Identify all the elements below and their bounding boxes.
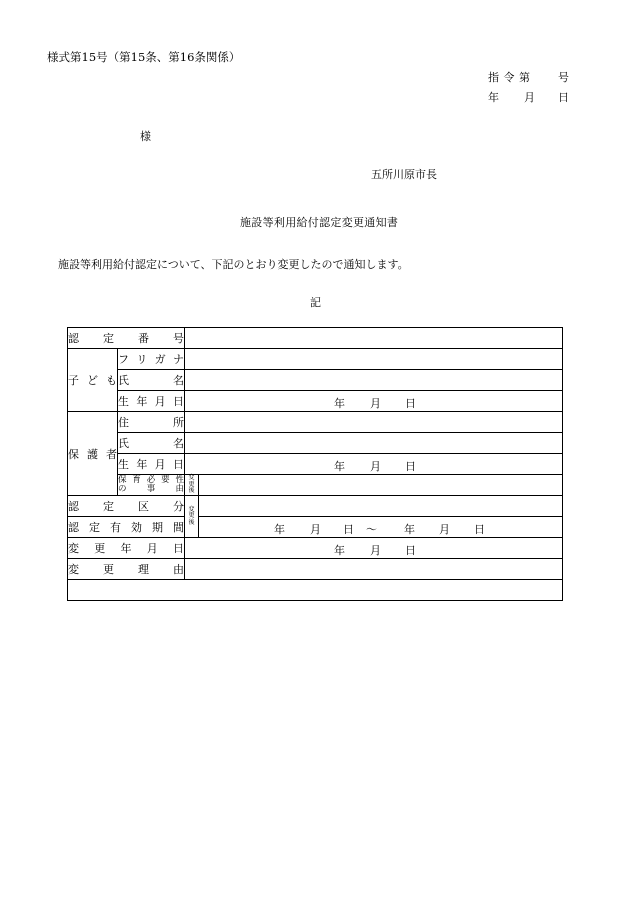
guardian-address-label-cell bbox=[118, 412, 185, 433]
row-child-birthdate bbox=[68, 391, 563, 412]
validity-end-month: 月 bbox=[439, 523, 450, 536]
guardian-birthdate-value[interactable] bbox=[185, 454, 563, 475]
validity-start-month: 月 bbox=[310, 523, 321, 536]
row-cert-number bbox=[68, 328, 563, 349]
guardian-birth-month: 月 bbox=[370, 460, 381, 473]
child-birth-month: 月 bbox=[370, 397, 381, 410]
validity-period-value[interactable] bbox=[199, 517, 563, 538]
cert-number-label-cell bbox=[68, 328, 185, 349]
guardian-category-label: 保 護 者 bbox=[68, 447, 117, 461]
guardian-birth-day: 日 bbox=[405, 460, 416, 473]
category-period-after-change-label: 変更後 bbox=[188, 505, 195, 526]
validity-tilde: ～ bbox=[366, 523, 377, 536]
row-child-furigana bbox=[68, 349, 563, 370]
child-name-label-cell bbox=[118, 370, 185, 391]
validity-period-label: 認 定 有 効 期 間 bbox=[68, 521, 184, 534]
form-reference: 様式第15号（第15条、第16条関係） bbox=[47, 50, 241, 64]
need-reason-label-line1: 保 育 必 要 性 bbox=[118, 475, 184, 485]
validity-start-day: 日 bbox=[343, 523, 354, 536]
issue-date-year: 年 bbox=[488, 91, 499, 104]
guardian-birthdate-label: 生 年 月 日 bbox=[118, 458, 184, 471]
certification-change-table bbox=[67, 327, 563, 601]
issuer-name: 五所川原市長 bbox=[371, 168, 437, 181]
need-reason-label-line2: の 事 由 bbox=[118, 484, 184, 494]
order-number-suffix: 号 bbox=[558, 71, 569, 84]
row-guardian-address bbox=[68, 412, 563, 433]
cert-category-value[interactable] bbox=[199, 496, 563, 517]
guardian-name-value[interactable] bbox=[185, 433, 563, 454]
row-change-date bbox=[68, 538, 563, 559]
category-period-after-change-cell bbox=[185, 496, 199, 538]
change-date-month: 月 bbox=[370, 544, 381, 557]
child-furigana-label-cell bbox=[118, 349, 185, 370]
row-change-reason bbox=[68, 559, 563, 580]
document-title: 施設等利用給付認定変更通知書 bbox=[240, 216, 399, 229]
row-child-name bbox=[68, 370, 563, 391]
body-text: 施設等利用給付認定について、下記のとおり変更したので通知します。 bbox=[58, 258, 409, 271]
guardian-category-cell bbox=[68, 412, 118, 496]
guardian-name-label: 氏 名 bbox=[118, 437, 184, 450]
row-guardian-name bbox=[68, 433, 563, 454]
child-category-cell bbox=[68, 349, 118, 412]
child-furigana-value[interactable] bbox=[185, 349, 563, 370]
addressee-suffix: 様 bbox=[140, 130, 151, 143]
child-birthdate-value[interactable] bbox=[185, 391, 563, 412]
change-reason-label-cell bbox=[68, 559, 185, 580]
guardian-address-label: 住 所 bbox=[118, 416, 184, 429]
child-birth-day: 日 bbox=[405, 397, 416, 410]
child-furigana-label: フ リ ガ ナ bbox=[118, 353, 184, 366]
change-reason-body[interactable] bbox=[68, 580, 563, 601]
need-reason-value[interactable] bbox=[199, 475, 563, 496]
row-change-reason-body bbox=[68, 580, 563, 601]
issue-date-month: 月 bbox=[524, 91, 535, 104]
guardian-address-value[interactable] bbox=[185, 412, 563, 433]
row-need-reason bbox=[68, 475, 563, 496]
validity-end-year: 年 bbox=[404, 523, 415, 536]
order-number-label: 指 令 第 bbox=[488, 71, 530, 84]
guardian-birth-year: 年 bbox=[334, 460, 345, 473]
change-date-label: 変 更 年 月 日 bbox=[68, 542, 184, 555]
child-birthdate-label-cell bbox=[118, 391, 185, 412]
change-date-day: 日 bbox=[405, 544, 416, 557]
child-birthdate-label: 生 年 月 日 bbox=[118, 395, 184, 408]
child-name-value[interactable] bbox=[185, 370, 563, 391]
change-date-year: 年 bbox=[334, 544, 345, 557]
row-guardian-birthdate bbox=[68, 454, 563, 475]
cert-category-label-cell bbox=[68, 496, 185, 517]
change-reason-label: 変 更 理 由 bbox=[68, 563, 184, 576]
need-reason-after-change-cell bbox=[185, 475, 199, 496]
issue-date-day: 日 bbox=[558, 91, 569, 104]
validity-end-day: 日 bbox=[474, 523, 485, 536]
child-name-label: 氏 名 bbox=[118, 374, 184, 387]
guardian-birthdate-label-cell bbox=[118, 454, 185, 475]
child-category-label: 子 ど も bbox=[68, 374, 117, 387]
guardian-name-label-cell bbox=[118, 433, 185, 454]
row-cert-category bbox=[68, 496, 563, 517]
child-birth-year: 年 bbox=[334, 397, 345, 410]
validity-period-label-cell bbox=[68, 517, 185, 538]
validity-start-year: 年 bbox=[274, 523, 285, 536]
change-date-value[interactable] bbox=[185, 538, 563, 559]
cert-number-value[interactable] bbox=[185, 328, 563, 349]
row-validity-period bbox=[68, 517, 563, 538]
cert-category-label: 認 定 区 分 bbox=[68, 500, 184, 513]
ki-marker: 記 bbox=[310, 296, 321, 309]
cert-number-label: 認 定 番 号 bbox=[68, 332, 184, 345]
change-date-label-cell bbox=[68, 538, 185, 559]
need-reason-after-change-label: 変更後 bbox=[188, 474, 195, 495]
need-reason-label-cell bbox=[118, 475, 185, 496]
change-reason-value[interactable] bbox=[185, 559, 563, 580]
